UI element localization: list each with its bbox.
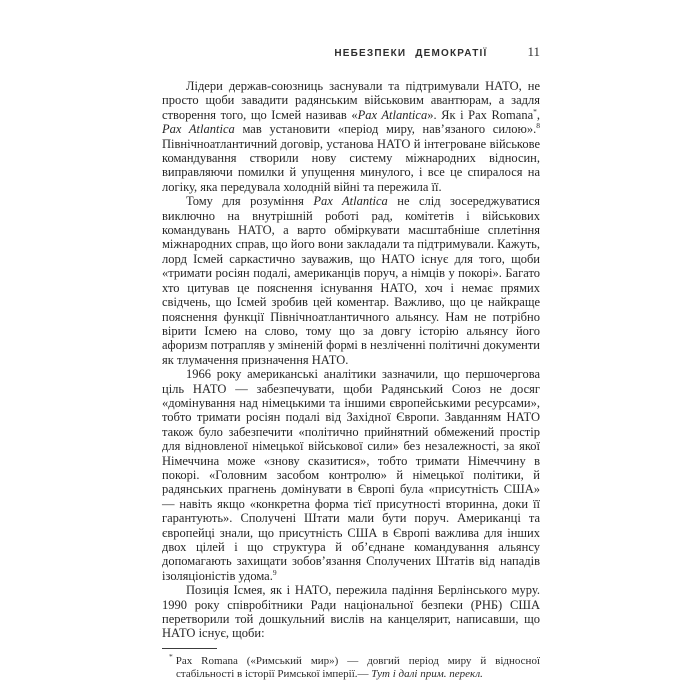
- paragraph: [162, 194, 540, 367]
- text-run: мав установити «період миру, нав’язаного силою».: [234, 122, 537, 137]
- text-run: Pax Atlantica: [357, 107, 428, 122]
- footnote-reference: *: [533, 106, 537, 116]
- text-run: Pax Atlantica: [162, 122, 235, 137]
- text-run: Тому для розуміння: [186, 194, 314, 209]
- text-run: 1966 року американські аналітики зазначили, що першочергова ціль НАТО — забезпечувати, щоби Радянський Союз не досяг «домінування над німецькими та іншими європейськими ресурсами», тобто тримати росіян подалі від Західної Європи. Завданням НАТО також було забезпечити «політично прийнятний обмежений простір для відновленої німецької військової сили» без незалежності, за якої Німеччина може «знову сказитися», тобто тримати Німеччину в покорі. «Головним засобом контролю» й німецької політики, й радянських прагнень домінувати в Європі була «присутність США» — навіть якщо «конкретна форма тієї присутності вторинна, доки її гарантують». Сполучені Штати мали бути поруч. Американці та європейці знали, що присутність США в Європі важлива для інших двох цілей і що структура й об’єднане командування альянсу допомагають захищати зобов’язання Сполучених Штатів від нападів ізоляціоністів удома.: [162, 367, 540, 583]
- text-run: ,: [536, 107, 540, 122]
- paragraph: [162, 583, 540, 641]
- paragraph: [162, 79, 540, 194]
- text-run: Позиція Ісмея, як і НАТО, пережила падіння Берлінського муру. 1990 року співробітники Ради національної безпеки (РНБ) США перетворили той дошкульний вислів на канцелярит, написавши, що НАТО існує, щоби:: [162, 583, 540, 641]
- body-text: [162, 79, 540, 641]
- footnote: [162, 652, 540, 682]
- footnote-marker: *: [169, 652, 173, 662]
- paragraph: [162, 367, 540, 583]
- page-number: 11: [527, 44, 540, 59]
- text-run: Тут і далі прим. перекл.: [371, 668, 483, 681]
- footnote-reference: 9: [272, 567, 277, 577]
- running-head-title: НЕБЕЗПЕКИ ДЕМОКРАТІЇ: [334, 47, 488, 60]
- text-run: ». Як і Pax Romana: [427, 107, 534, 122]
- footnote-reference: 8: [536, 121, 540, 131]
- text-run: Північноатлантичний договір, установа НАТО й інтегроване військове командування створили нову систему міжнародних відносин, виправляючи помилки й упущення минулого, і все це спиралося на логіку, яка передувала холодній війні та пережила її.: [162, 136, 540, 194]
- text-column: [162, 0, 540, 682]
- footnote-separator: [162, 648, 217, 649]
- text-run: не слід зосереджуватися виключно на внутрішній роботі рад, комітетів і військових командувань НАТО, а варто обміркувати масштабніше сплетіння міжнародних справ, що його вони закладали та підтримували. Кажуть, лорд Ісмей саркастично зауважив, що НАТО існує для того, щоби «тримати росіян подалі, американців поруч, а німців у покорі». Багато хто цитував це пояснення існування НАТО, хоч і немає прямих свідчень, що Ісмей зробив цей коментар. Важливо, що це найкраще пояснення функції Північноатлантичного альянсу. Нам не потрібно вірити Ісмею на слово, тому що за довгу історію альянсу його афоризм потрапляв у зміненій формі в незліченні політичні документи як тлумачення призначення НАТО.: [162, 194, 540, 367]
- text-run: Pax Atlantica: [313, 194, 388, 209]
- text-run: Лідери держав-союзниць заснували та підтримували НАТО, не просто щоби завадити радянським військовим авантюрам, а задля створення того, що Ісмей називав «: [162, 79, 540, 122]
- text-run: Pax Romana («Римський мир») — довгий період миру й відносної стабільності в історії Римської імперії.—: [175, 654, 540, 681]
- footnote-block: [162, 648, 540, 682]
- running-header: [162, 44, 540, 60]
